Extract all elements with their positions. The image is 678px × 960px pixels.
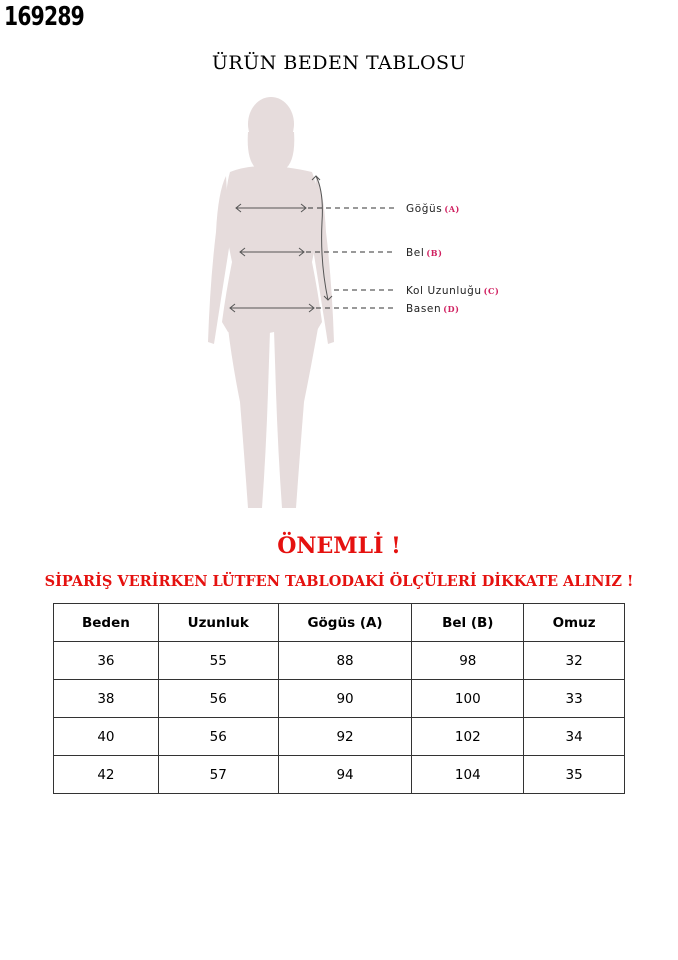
table-row bbox=[54, 756, 625, 794]
cell-bel: 102 bbox=[412, 718, 524, 756]
product-code: 169289 bbox=[4, 2, 84, 32]
table-header-row bbox=[54, 604, 625, 642]
cell-uzunluk: 55 bbox=[158, 642, 278, 680]
cell-omuz: 32 bbox=[524, 642, 625, 680]
female-silhouette bbox=[208, 97, 334, 508]
header-omuz: Omuz bbox=[524, 604, 625, 642]
cell-gogus: 94 bbox=[278, 756, 412, 794]
body-measurement-diagram bbox=[200, 92, 510, 512]
cell-gogus: 92 bbox=[278, 718, 412, 756]
cell-beden: 36 bbox=[54, 642, 159, 680]
cell-beden: 42 bbox=[54, 756, 159, 794]
table-row bbox=[54, 642, 625, 680]
cell-beden: 40 bbox=[54, 718, 159, 756]
label-kol-uzunlugu: Kol Uzunluğu (C) bbox=[406, 285, 500, 297]
warning-text: SİPARİŞ VERİRKEN LÜTFEN TABLODAKİ ÖLÇÜLERİ DİKKATE ALINIZ ! bbox=[44, 573, 634, 590]
label-bel: Bel (B) bbox=[406, 247, 443, 259]
cell-beden: 38 bbox=[54, 680, 159, 718]
cell-omuz: 35 bbox=[524, 756, 625, 794]
cell-omuz: 34 bbox=[524, 718, 625, 756]
cell-gogus: 90 bbox=[278, 680, 412, 718]
cell-uzunluk: 56 bbox=[158, 680, 278, 718]
cell-omuz: 33 bbox=[524, 680, 625, 718]
table-row bbox=[54, 680, 625, 718]
cell-uzunluk: 56 bbox=[158, 718, 278, 756]
label-gogus: Göğüs (A) bbox=[406, 203, 460, 215]
size-table bbox=[53, 603, 625, 794]
header-beden: Beden bbox=[54, 604, 159, 642]
cell-uzunluk: 57 bbox=[158, 756, 278, 794]
label-basen: Basen (D) bbox=[406, 303, 460, 315]
cell-gogus: 88 bbox=[278, 642, 412, 680]
header-bel: Bel (B) bbox=[412, 604, 524, 642]
table-row bbox=[54, 718, 625, 756]
cell-bel: 100 bbox=[412, 680, 524, 718]
cell-bel: 98 bbox=[412, 642, 524, 680]
cell-bel: 104 bbox=[412, 756, 524, 794]
header-uzunluk: Uzunluk bbox=[158, 604, 278, 642]
header-gogus: Gögüs (A) bbox=[278, 604, 412, 642]
important-heading: ÖNEMLİ ! bbox=[277, 533, 401, 559]
page-title: ÜRÜN BEDEN TABLOSU bbox=[211, 52, 467, 74]
